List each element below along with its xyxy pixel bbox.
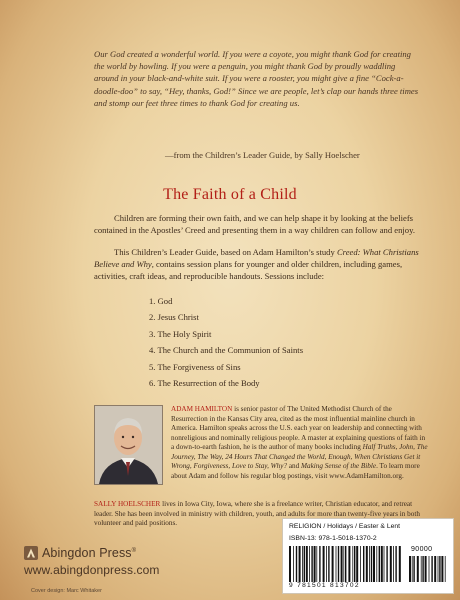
description-text-after: , contains session plans for younger and older children, including games, activities, craft ideas, and reproducible handouts. Sessions include: [94, 258, 403, 281]
book-title: Making Sense of the Bible [301, 462, 377, 470]
publisher-logo-row [24, 544, 244, 561]
bio-text: is senior pastor of The United Methodist Church of the Resurrection in the Kansas City area, cited as the most influential mainline church in America. Hamilton speaks across the U.S. each year on leadership and connecting with nonreligious and nominally religious people. A master at explaining questions of faith in a down-to-earth fashion, he is the author of many books including [171, 405, 426, 451]
publisher-name-text: Abingdon Press [42, 545, 132, 560]
session-item: 1. God [149, 296, 173, 306]
publisher-name [42, 546, 136, 560]
session-item: 3. The Holy Spirit [149, 328, 212, 339]
intro-paragraph: Children are forming their own faith, and we can help shape it by looking at the beliefs contained in the Apostles’ Creed and presenting them in a way children can follow and enjoy. [94, 213, 415, 235]
author-photo [94, 405, 163, 485]
publisher-url: www.abingdonpress.com [24, 563, 160, 577]
cover-credit: Cover design: Marc Whitaker [31, 588, 102, 594]
author-portrait-image [95, 406, 162, 484]
abingdon-logo-icon [24, 546, 38, 560]
book-titles: Half Truths, John, The Journey, The Way, 24 Hours That Changed the World, Enough, When Christians Get it Wrong, Forgiveness, Love to Stay, Why? [171, 443, 428, 470]
epigraph-quote: Our God created a wonderful world. If you were a coyote, you might thank God for creating the world by howling. If you were a penguin, you might thank God by proudly waddling around in your black-and-white suit. If you were a rooster, you might give a fine “Cock-a-doodle-doo” to say, “Hey, thanks, God!” Since we are people, let’s clap our hands three times and stomp our feet three times to thank God for creating us. [94, 49, 419, 108]
author-name-hoelscher: SALLY HOELSCHER [94, 500, 161, 508]
session-item: 2. Jesus Christ [149, 312, 199, 323]
bio-text: lives in Iowa City, Iowa, where she is a freelance writer, Christian educator, and retreat leader. She has been involved in ministry with children, youth, and adults for more than twenty-five years in both volunteer and paid positions. [94, 500, 420, 527]
study-title: Creed: What Christians Believe and Why [94, 247, 419, 269]
epigraph-source: —from the Children’s Leader Guide, by Sally Hoelscher [165, 150, 360, 160]
session-item: 5. The Forgiveness of Sins [149, 361, 241, 372]
section-heading: The Faith of a Child [163, 186, 297, 203]
author-bio-hamilton [171, 405, 429, 481]
session-item: 4. The Church and the Communion of Saints [149, 345, 304, 356]
author-name-hamilton: ADAM HAMILTON [171, 405, 233, 413]
isbn-barcode [289, 546, 404, 582]
bio-text: . To learn more about Adam and follow his regular blog postings, visit www.AdamHamilton.org. [171, 462, 420, 480]
isbn-label: ISBN-13: 978-1-5018-1370-2 [289, 535, 377, 542]
bio-text: and [287, 462, 302, 470]
barcode-box [282, 518, 454, 594]
barcode-digits: 9 781501 813702 [289, 582, 360, 589]
publisher-block [24, 544, 244, 584]
bisac-category: RELIGION / Holidays / Easter & Lent [289, 523, 401, 530]
trademark-symbol: ® [131, 547, 137, 554]
price-code: 90000 [411, 546, 433, 553]
price-barcode [409, 556, 447, 582]
description-text-before: This Children’s Leader Guide, based on Adam Hamilton’s study [114, 247, 337, 257]
session-item: 6. The Resurrection of the Body [149, 378, 260, 389]
session-list [149, 293, 303, 391]
description-paragraph [94, 247, 424, 282]
